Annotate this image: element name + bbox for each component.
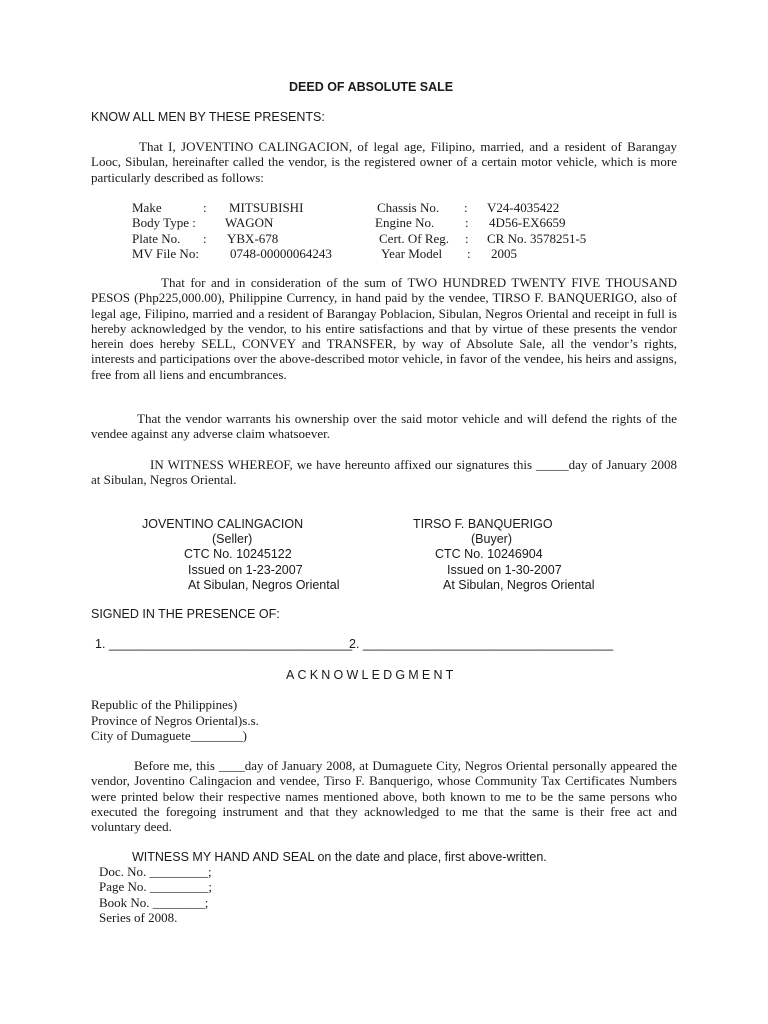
- buyer-ctc: CTC No. 10246904: [435, 547, 543, 561]
- seller-issued: Issued on 1-23-2007: [188, 563, 303, 577]
- book-no: Book No. ________;: [99, 895, 209, 910]
- body-type-label: Body Type :: [132, 215, 196, 230]
- chassis-value: V24-4035422: [487, 200, 560, 215]
- buyer-name: TIRSO F. BANQUERIGO: [413, 517, 553, 531]
- acknowledgment-title: ACKNOWLEDGMENT: [286, 668, 457, 682]
- witness-hand-text: WITNESS MY HAND AND SEAL on the date and place, first above-written.: [132, 850, 547, 864]
- doc-no: Doc. No. _________;: [99, 864, 212, 879]
- chassis-label: Chassis No.: [377, 200, 440, 215]
- plate-colon: :: [203, 231, 207, 246]
- engine-colon: :: [465, 215, 469, 230]
- witness-hand-line: [132, 849, 547, 865]
- cert-reg-colon: :: [465, 231, 469, 246]
- buyer-role: (Buyer): [471, 532, 512, 546]
- seller-place: At Sibulan, Negros Oriental: [188, 578, 340, 592]
- cert-reg-label: Cert. Of Reg.: [379, 231, 450, 246]
- venue-province: Province of Negros Oriental)s.s.: [91, 713, 259, 728]
- buyer-place: At Sibulan, Negros Oriental: [443, 578, 595, 592]
- seller-role: (Seller): [212, 532, 253, 546]
- plate-value: YBX-678: [227, 231, 279, 246]
- engine-value: 4D56-EX6659: [489, 215, 566, 230]
- series: Series of 2008.: [99, 910, 178, 925]
- cert-reg-value: CR No. 3578251-5: [487, 231, 587, 246]
- paragraph-before-me: Before me, this ____day of January 2008, at Dumaguete City, Negros Oriental personally appeared the vendor, Joventino Calingacion and vendee, Tirso F. Banquerigo, whose Community Tax Certificates Numbers were printed below their respective names mentioned above, both known to me to be the same persons who executed the foregoing instrument and that they acknowledged to me that the same is their free act and voluntary deed.: [91, 758, 677, 835]
- body-type-value: WAGON: [225, 215, 274, 230]
- witness-line-2: 2. ____________________________________: [349, 637, 614, 651]
- make-value: MITSUBISHI: [229, 200, 304, 215]
- document-title: DEED OF ABSOLUTE SALE: [289, 80, 454, 94]
- intro-line: KNOW ALL MEN BY THESE PRESENTS:: [91, 110, 325, 124]
- engine-label: Engine No.: [375, 215, 435, 230]
- paragraph-consideration: That for and in consideration of the sum of TWO HUNDRED TWENTY FIVE THOUSAND PESOS (Php225,000.00), Philippine Currency, in hand paid by the vendee, TIRSO F. BANQUERIGO, also of legal age, Filipino, married and a resident of Barangay Poblacion, Sibulan, Negros Oriental and receipt in full is hereby acknowledged by the vendor, to his entire satisfactions and that by virtue of these presents the vendor herein does hereby SELL, CONVEY and TRANSFER, by way of Absolute Sale, all the vendor’s rights, interests and participations over the above-described motor vehicle, in favor of the vendee, his heirs and assigns, free from all liens and encumbrances.: [91, 275, 677, 382]
- chassis-colon: :: [464, 200, 468, 215]
- venue-city: City of Dumaguete________): [91, 728, 247, 743]
- paragraph-in-witness: IN WITNESS WHEREOF, we have hereunto affixed our signatures this _____day of January 2008 at Sibulan, Negros Oriental.: [91, 457, 677, 488]
- year-model-colon: :: [467, 246, 471, 261]
- plate-label: Plate No.: [132, 231, 181, 246]
- paragraph-vendor: That I, JOVENTINO CALINGACION, of legal age, Filipino, married, and a resident of Barangay Looc, Sibulan, hereinafter called the vendor, is the registered owner of a certain motor vehicle, which is more particularly described as follows:: [91, 139, 677, 185]
- signed-presence-heading: SIGNED IN THE PRESENCE OF:: [91, 607, 280, 621]
- make-label: Make: [132, 200, 162, 215]
- witness-line-1: 1. ___________________________________: [95, 637, 353, 651]
- seller-name: JOVENTINO CALINGACION: [142, 517, 304, 531]
- mv-file-value: 0748-00000064243: [230, 246, 332, 261]
- mv-file-label: MV File No:: [132, 246, 199, 261]
- paragraph-warranty: That the vendor warrants his ownership over the said motor vehicle and will defend the rights of the vendee against any adverse claim whatsoever.: [91, 411, 677, 442]
- year-model-label: Year Model: [381, 246, 443, 261]
- venue-republic: Republic of the Philippines): [91, 697, 238, 712]
- make-colon: :: [203, 200, 207, 215]
- page-no: Page No. _________;: [99, 879, 213, 894]
- seller-ctc: CTC No. 10245122: [184, 547, 292, 561]
- year-model-value: 2005: [491, 246, 517, 261]
- buyer-issued: Issued on 1-30-2007: [447, 563, 562, 577]
